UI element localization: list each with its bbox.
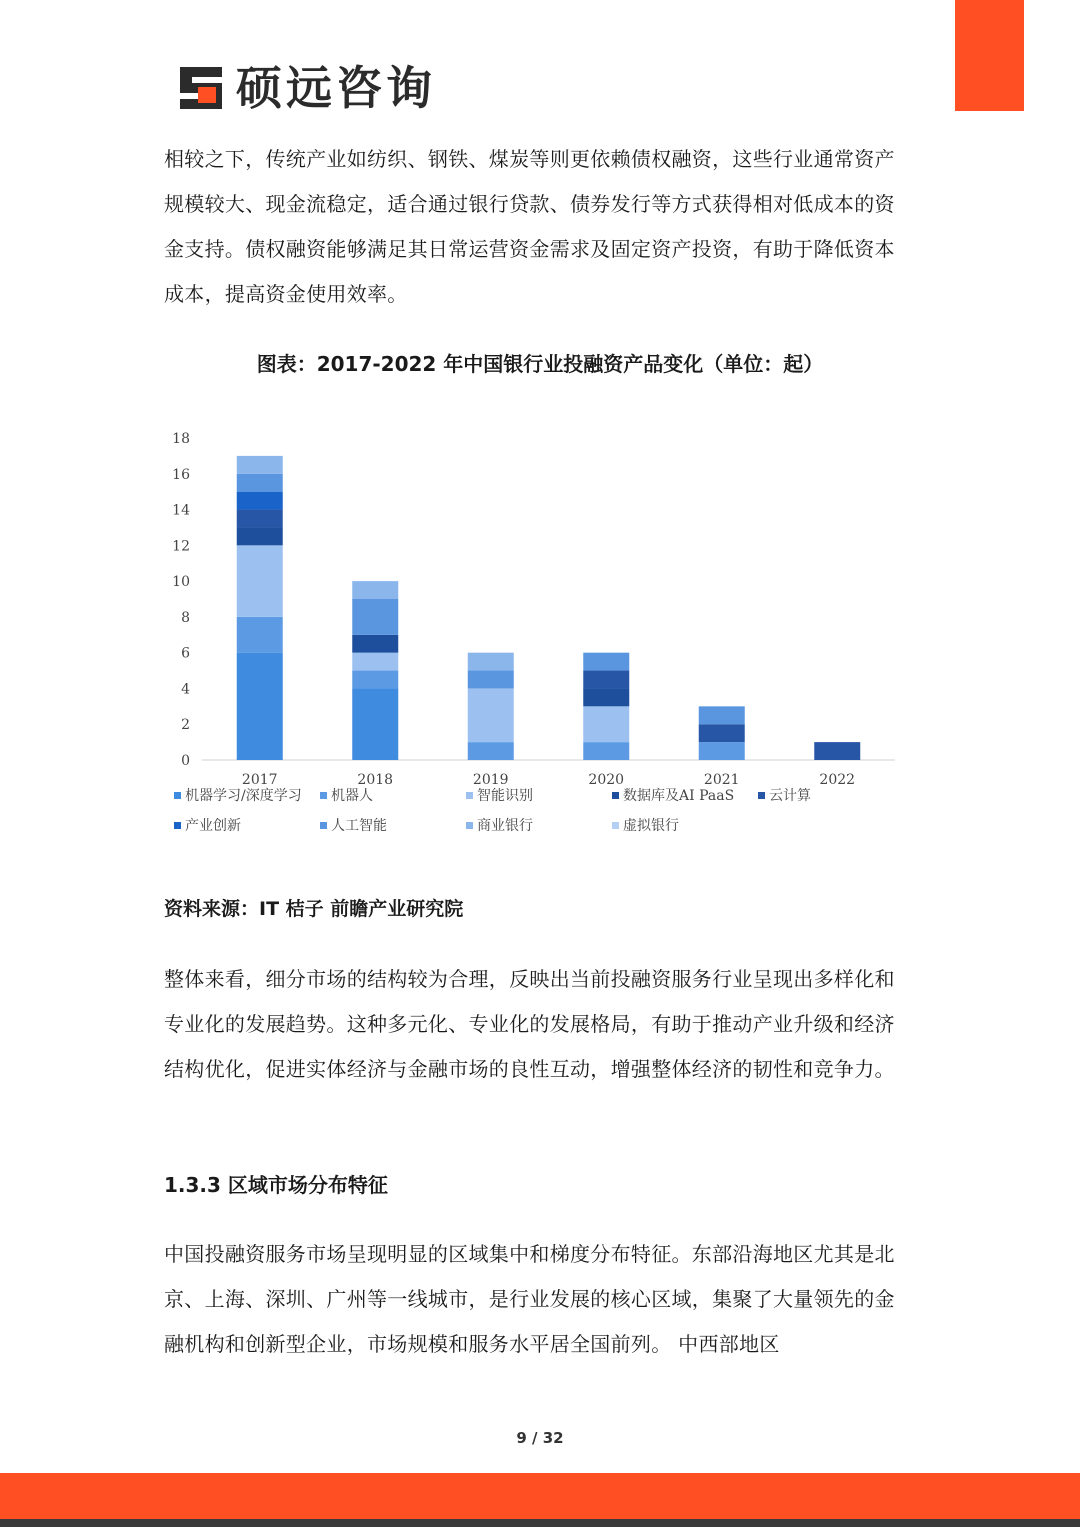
brand-logo <box>176 62 436 114</box>
legend-swatch <box>174 822 181 829</box>
bar-segment <box>352 599 398 635</box>
section-heading: 1.3.3 区域市场分布特征 <box>164 1173 388 1197</box>
logo-text: 硕远咨询 <box>236 61 436 115</box>
y-tick-label: 8 <box>181 609 190 626</box>
y-tick-label: 6 <box>181 645 190 662</box>
bar-segment <box>468 742 514 760</box>
footer-bar <box>0 1473 1080 1519</box>
body-paragraph-2: 整体来看，细分市场的结构较为合理，反映出当前投融资服务行业呈现出多样化和专业化的发展趋势。这种多元化、专业化的发展格局，有助于推动产业升级和经济结构优化，促进实体经济与金融市场的良性互动，增强整体经济的韧性和竞争力。 <box>164 967 895 1081</box>
legend-label: 数据库及AI PaaS <box>623 788 735 804</box>
bar-segment <box>237 492 283 510</box>
body-paragraph-1: 相较之下，传统产业如纺织、钢铁、煤炭等则更依赖债权融资，这些行业通常资产规模较大、现金流稳定，适合通过银行贷款、债券发行等方式获得相对低成本的资金支持。债权融资能够满足其日常运营资金需求及固定资产投资，有助于降低资本成本，提高资金使用效率。 <box>164 147 895 306</box>
y-tick-label: 14 <box>172 502 190 519</box>
bar-segment <box>352 581 398 599</box>
legend-label: 人工智能 <box>331 818 387 834</box>
legend-label: 智能识别 <box>477 788 533 804</box>
legend-swatch <box>174 792 181 799</box>
x-tick-label: 2017 <box>241 772 278 788</box>
legend-label: 产业创新 <box>185 818 241 834</box>
chart-svg <box>160 420 920 860</box>
y-tick-label: 10 <box>172 574 190 591</box>
legend-label: 商业银行 <box>477 818 533 834</box>
bar-segment <box>699 742 745 760</box>
bar-segment <box>237 510 283 528</box>
legend-swatch <box>758 792 765 799</box>
legend-label: 机器人 <box>331 788 373 804</box>
legend-swatch <box>320 792 327 799</box>
y-tick-label: 12 <box>172 538 190 555</box>
bar-segment <box>237 456 283 474</box>
bar-segment <box>699 706 745 724</box>
bar-segment <box>583 706 629 742</box>
chart-title: 图表：2017-2022 年中国银行业投融资产品变化（单位：起） <box>256 352 824 376</box>
bar-segment <box>352 688 398 760</box>
legend-swatch <box>320 822 327 829</box>
x-tick-label: 2019 <box>472 772 509 788</box>
footer-dark-strip <box>0 1519 1080 1527</box>
source-note: 资料来源：IT 桔子 前瞻产业研究院 <box>164 898 464 920</box>
bar-segment <box>237 617 283 653</box>
bar-segment <box>583 653 629 671</box>
body-paragraph-3: 中国投融资服务市场呈现明显的区域集中和梯度分布特征。东部沿海地区尤其是北京、上海、深圳、广州等一线城市，是行业发展的核心区域，集聚了大量领先的金融机构和创新型企业，市场规模和服务水平居全国前列。 中西部地区 <box>164 1242 895 1356</box>
bar-segment <box>237 545 283 617</box>
y-tick-label: 4 <box>181 681 190 698</box>
page-number: 9 / 32 <box>516 1429 564 1447</box>
bar-segment <box>237 653 283 760</box>
bar-segment <box>468 671 514 689</box>
bar-segment <box>352 653 398 671</box>
x-tick-label: 2018 <box>357 772 394 788</box>
bar-segment <box>583 688 629 706</box>
bar-segment <box>583 671 629 689</box>
bar-segment <box>352 671 398 689</box>
bar-segment <box>699 724 745 742</box>
x-tick-label: 2021 <box>703 772 740 788</box>
bar-segment <box>237 474 283 492</box>
legend-label: 云计算 <box>769 788 811 804</box>
bar-segment <box>814 742 860 760</box>
legend-swatch <box>612 792 619 799</box>
legend-swatch <box>466 792 473 799</box>
y-tick-label: 0 <box>181 753 190 769</box>
x-tick-label: 2022 <box>819 772 856 788</box>
bar-segment <box>352 635 398 653</box>
logo-mark-icon <box>176 63 228 113</box>
bar-segment <box>583 742 629 760</box>
y-tick-label: 16 <box>172 466 190 483</box>
legend-label: 机器学习/深度学习 <box>185 788 302 804</box>
legend-swatch <box>466 822 473 829</box>
bar-segment <box>468 688 514 742</box>
legend-label: 虚拟银行 <box>623 818 679 834</box>
corner-accent-tab <box>955 0 1024 111</box>
bar-segment <box>237 527 283 545</box>
y-tick-label: 18 <box>172 431 190 447</box>
x-tick-label: 2020 <box>588 772 625 788</box>
bar-segment <box>468 653 514 671</box>
stacked-bar-chart <box>160 420 920 860</box>
y-tick-label: 2 <box>181 717 190 734</box>
legend-swatch <box>612 822 619 829</box>
